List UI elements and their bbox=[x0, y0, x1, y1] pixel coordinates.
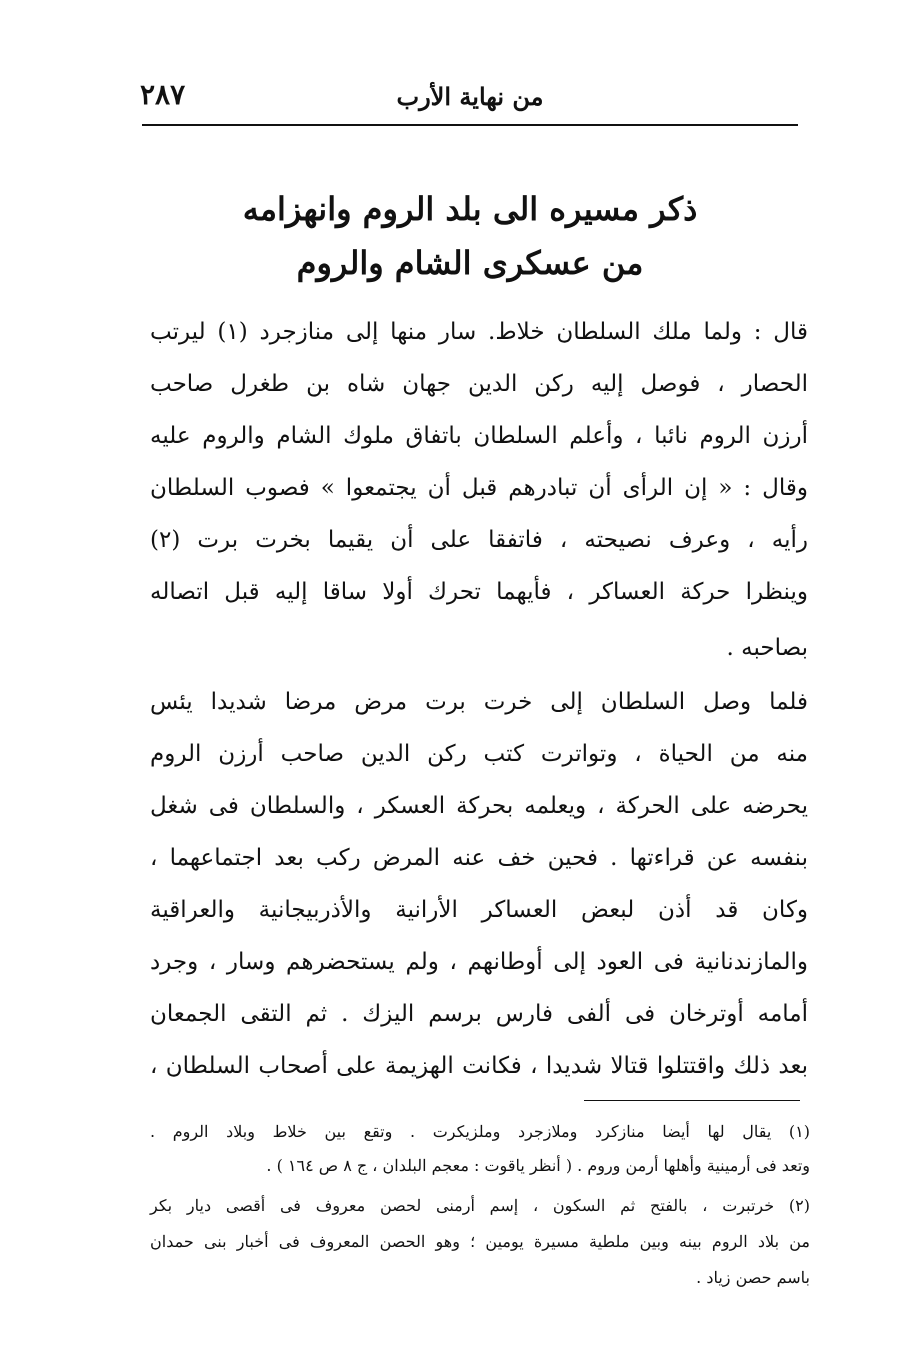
footnote-line: (٢) خرتبرت ، بالفتح ثم السكون ، إسم أرمنى لحصن معروف فى أقصى ديار بكر bbox=[150, 1196, 810, 1215]
footnote-line: باسم حصن زياد . bbox=[696, 1268, 810, 1287]
text-line: أمامه أوترخان فى ألفى فارس برسم اليزك . ثم التقى الجمعان bbox=[150, 1001, 808, 1027]
footnote-line: من بلاد الروم بينه وبين ملطية مسيرة يومين ؛ وهو الحصن المعروف فى أخبار بنى حمدان bbox=[150, 1232, 810, 1251]
footnote-line: (١) يقال لها أيضا منازكرد وملازجرد وملزيكرت . وتقع بين خلاط وبلاد الروم . bbox=[150, 1122, 810, 1141]
text-line: فلما وصل السلطان إلى خرت برت مرض مرضا شديدا يئس bbox=[150, 689, 808, 715]
footnote-rule bbox=[584, 1100, 800, 1101]
header-rule bbox=[142, 124, 798, 126]
text-line: يحرضه على الحركة ، ويعلمه بحركة العسكر ، والسلطان فى شغل bbox=[150, 793, 808, 819]
page-number: ٢٨٧ bbox=[140, 78, 186, 111]
text-line: وقال : « إن الرأى أن تبادرهم قبل أن يجتمعوا » فصوب السلطان bbox=[150, 475, 808, 501]
text-line: قال : ولما ملك السلطان خلاط. سار منها إلى منازجرد (١) ليرتب bbox=[150, 319, 808, 345]
text-line: والمازندنانية فى العود إلى أوطانهم ، ولم يستحضرهم وسار ، وجرد bbox=[150, 949, 808, 975]
text-line: بنفسه عن قراءتها . فحين خف عنه المرض ركب بعد اجتماعهما ، bbox=[150, 845, 808, 871]
text-line: وكان قد أذن لبعض العساكر الأرانية والأذربيجانية والعراقية bbox=[150, 897, 808, 923]
text-line: أرزن الروم نائبا ، وأعلم السلطان باتفاق ملوك الشام والروم عليه bbox=[150, 423, 808, 449]
text-line: منه من الحياة ، وتواترت كتب ركن الدين صاحب أرزن الروم bbox=[150, 741, 808, 767]
text-line: بصاحبه . bbox=[726, 635, 808, 661]
running-title: من نهاية الأرب bbox=[396, 82, 544, 111]
text-line: الحصار ، فوصل إليه ركن الدين جهان شاه بن طغرل صاحب bbox=[150, 371, 808, 397]
running-header bbox=[140, 78, 800, 122]
footnote-line: وتعد فى أرمينية وأهلها أرمن وروم . ( أنظر ياقوت : معجم البلدان ، ج ٨ ص ١٦٤ ) . bbox=[266, 1156, 810, 1175]
text-line: رأيه ، وعرف نصيحته ، فاتفقا على أن يقيما بخرت برت (٢) bbox=[150, 527, 808, 553]
section-heading-line-1: ذكر مسيره الى بلد الروم وانهزامه bbox=[242, 190, 698, 228]
section-heading-line-2: من عسكرى الشام والروم bbox=[296, 244, 644, 282]
text-line: بعد ذلك واقتتلوا قتالا شديدا ، فكانت الهزيمة على أصحاب السلطان ، bbox=[150, 1053, 808, 1079]
text-line: وينظرا حركة العساكر ، فأيهما تحرك أولا ساقا إليه قبل اتصاله bbox=[150, 579, 808, 605]
